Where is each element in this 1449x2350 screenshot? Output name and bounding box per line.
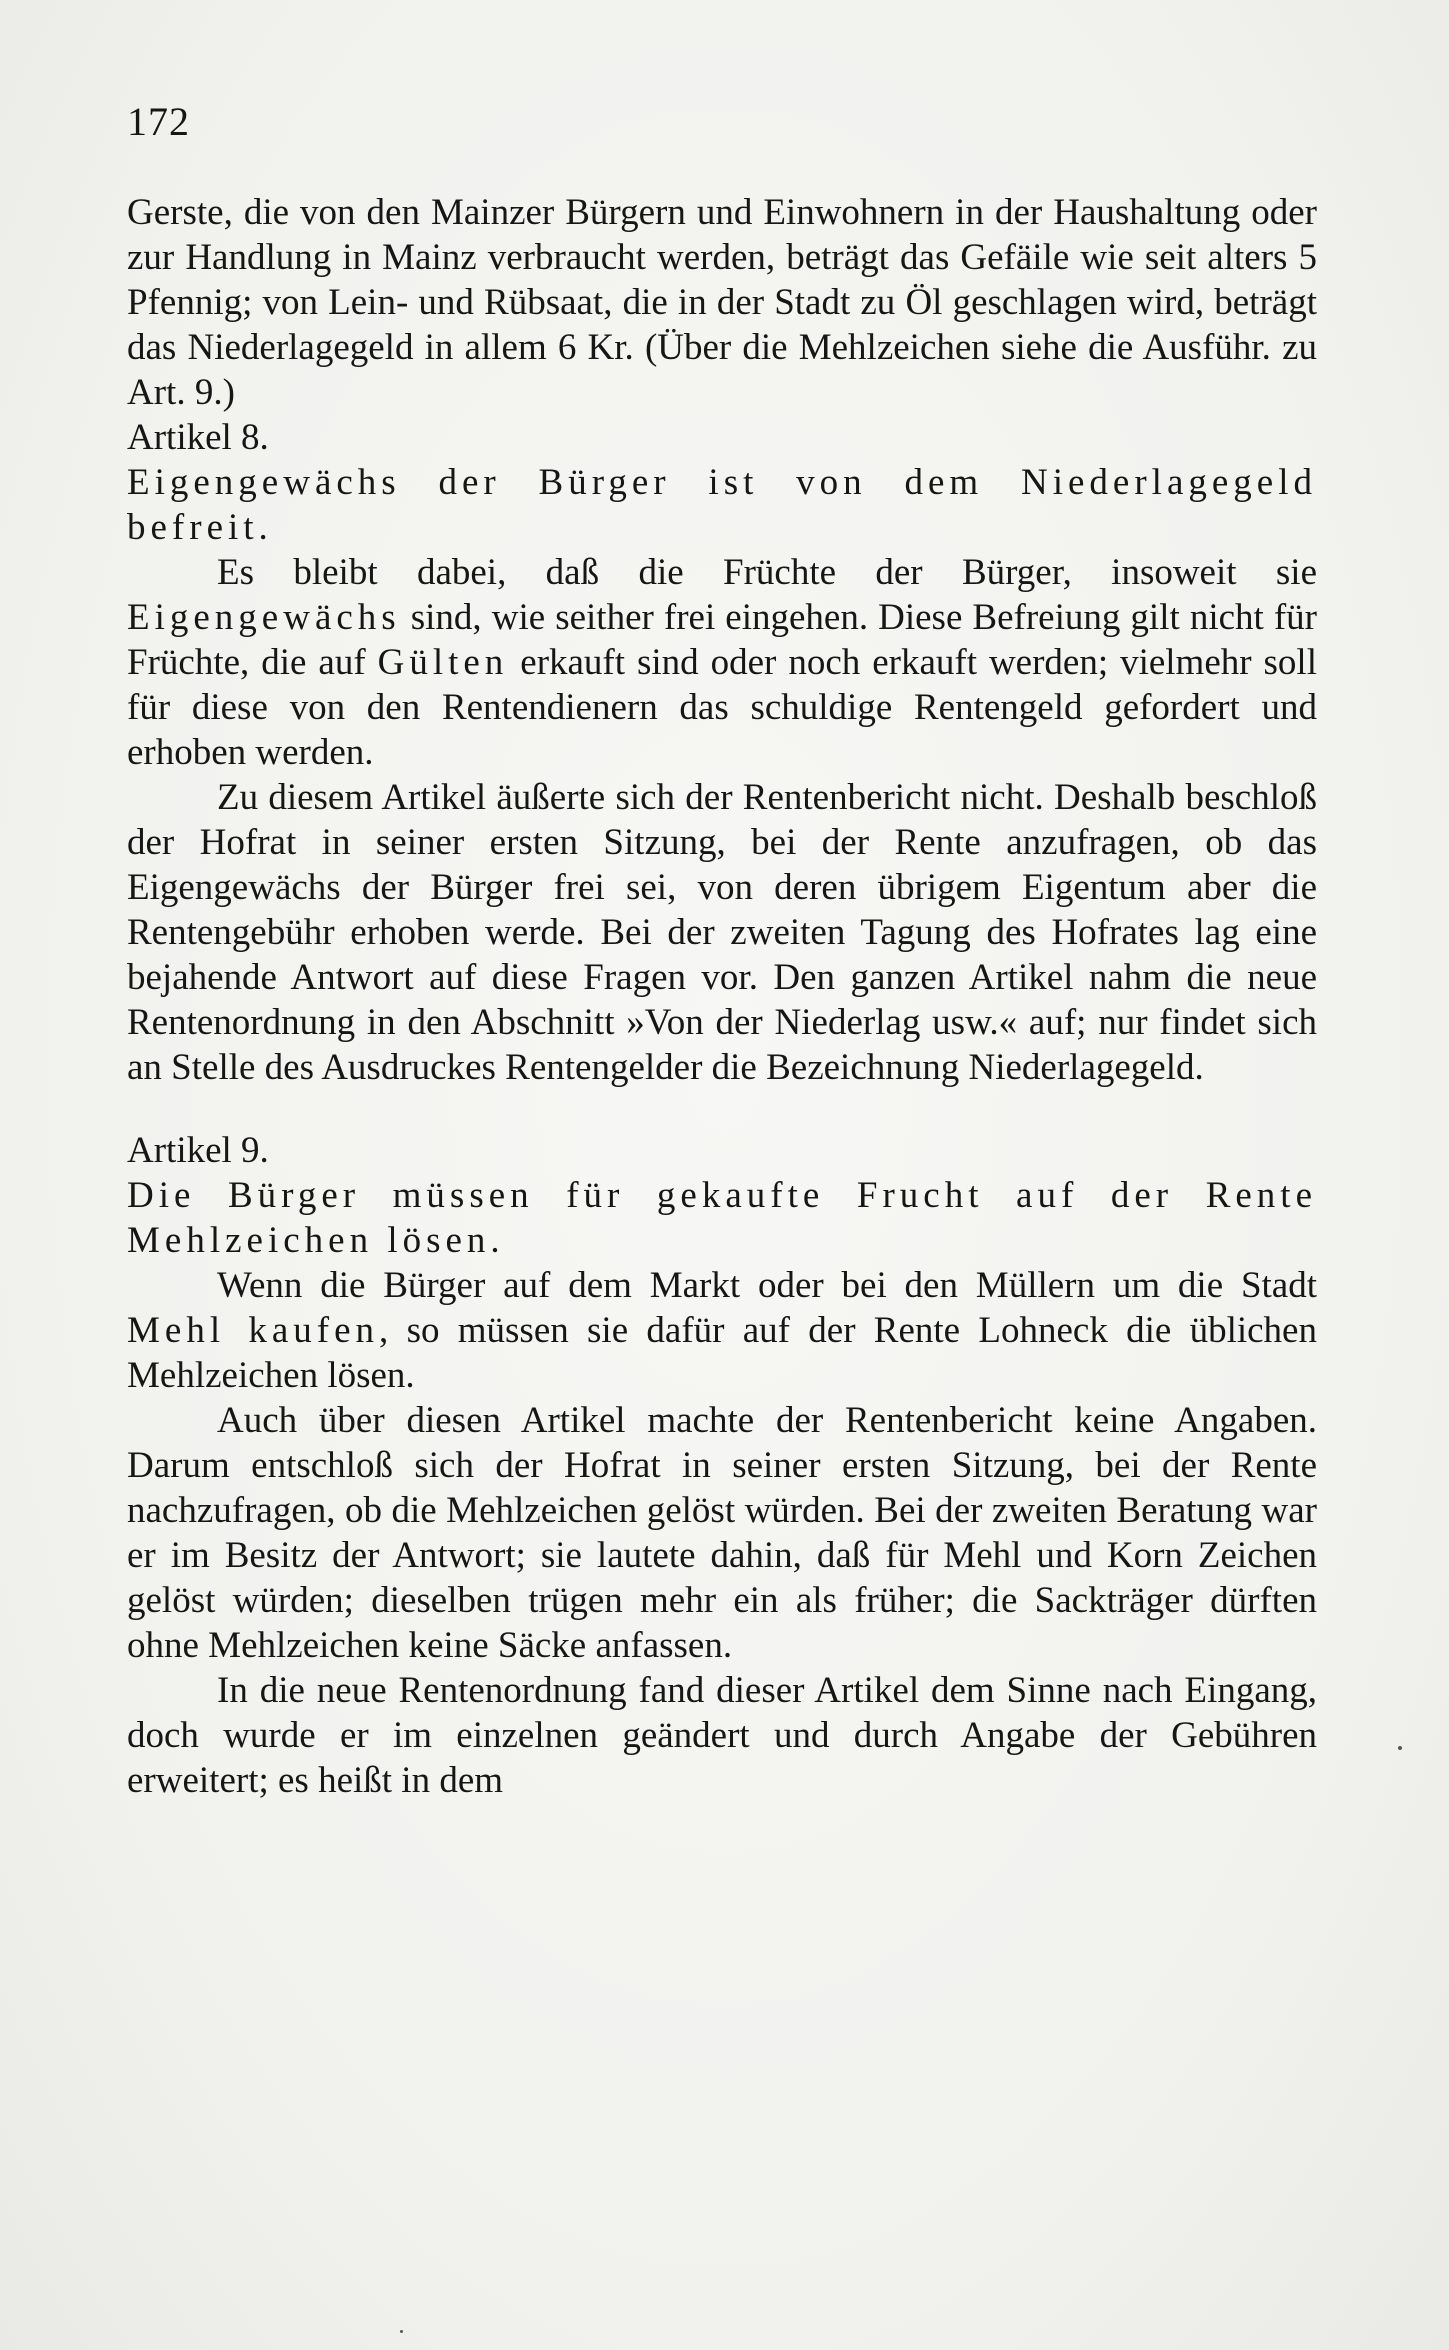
article-9-paragraph-2: Auch über diesen Artikel machte der Rentenbericht keine Angaben. Darum entschloß sich der Hofrat in seiner ersten Sitzung, bei der Rente nachzufragen, ob die Mehlzeichen gelöst würden. Bei der zweiten Beratung war er im Besitz der Antwort; sie lautete dahin, daß für Mehl und Korn Zeichen gelöst würden; dieselben trügen mehr ein als früher; die Sackträger dürften ohne Mehlzeichen keine Säcke anfassen. — [127, 1400, 1317, 1666]
emphasis-gueltend: Gülten — [377, 642, 509, 683]
scan-speck — [1398, 1746, 1402, 1750]
body-text — [127, 190, 1317, 1803]
article-9-paragraph-3: In die neue Rentenordnung fand dieser Artikel dem Sinne nach Eingang, doch wurde er im einzelnen geändert und durch Angabe der Gebühren erweitert; es heißt in dem — [127, 1670, 1317, 1801]
page-number: 172 — [127, 99, 190, 144]
article-8-p1-start: Es bleibt dabei, daß die Früchte der Bürger, insoweit sie — [217, 552, 1317, 593]
article-9-p1-start: Wenn die Bürger auf dem Markt oder bei den Müllern um die Stadt — [217, 1265, 1317, 1306]
intro-paragraph: Gerste, die von den Mainzer Bürgern und Einwohnern in der Haushaltung oder zur Handlung in Mainz verbraucht werden, beträgt das Gefäile wie seit alters 5 Pfennig; von Lein- und Rübsaat, die in der Stadt zu Öl geschlagen wird, beträgt das Niederlagegeld in allem 6 Kr. (Über die Mehlzeichen siehe die Ausführ. zu Art. 9.) — [127, 192, 1317, 413]
article-9 — [127, 1128, 1317, 1803]
emphasis-mehl-kaufen: Mehl kaufen — [127, 1310, 380, 1351]
article-8-paragraph-2: Zu diesem Artikel äußerte sich der Rentenbericht nicht. Deshalb beschloß der Hofrat in seiner ersten Sitzung, bei der Rente anzufragen, ob das Eigengewächs der Bürger frei sei, von deren übrigem Eigentum aber die Rentengebühr erhoben werde. Bei der zweiten Tagung des Hofrates lag eine bejahende Antwort auf diese Fragen vor. Den ganzen Artikel nahm die neue Rentenordnung in den Abschnitt »Von der Niederlag usw.« auf; nur findet sich an Stelle des Ausdruckes Rentengelder die Bezeichnung Niederlagegeld. — [127, 777, 1317, 1088]
article-9-paragraph-1 — [127, 1263, 1317, 1398]
article-9-label: Artikel 9. — [127, 1130, 269, 1171]
scan-speck — [400, 2330, 403, 2333]
article-9-heading: Die Bürger müssen für gekaufte Frucht auf der Rente Mehlzeichen lösen. — [127, 1175, 1317, 1261]
article-9-p1-end: , so müssen sie dafür auf der Rente Lohneck die üblichen Mehlzeichen lösen. — [127, 1310, 1317, 1396]
article-8 — [127, 415, 1317, 1090]
article-8-paragraph-1 — [127, 550, 1317, 775]
emphasis-eigengewaechs: Eigengewächs — [127, 597, 401, 638]
article-8-heading: Eigengewächs der Bürger ist von dem Niederlagegeld befreit. — [127, 462, 1317, 548]
article-8-label: Artikel 8. — [127, 417, 269, 458]
article-8-p1-mid: sind, wie seither frei eingehen. Diese Befreiung gilt nicht für Früchte, die auf — [127, 597, 1317, 683]
section-gap — [127, 1090, 1317, 1128]
article-8-p1-end: erkauft sind oder noch erkauft werden; vielmehr soll für diese von den Rentendienern das schuldige Rentengeld gefordert und erhoben werden. — [127, 642, 1317, 773]
